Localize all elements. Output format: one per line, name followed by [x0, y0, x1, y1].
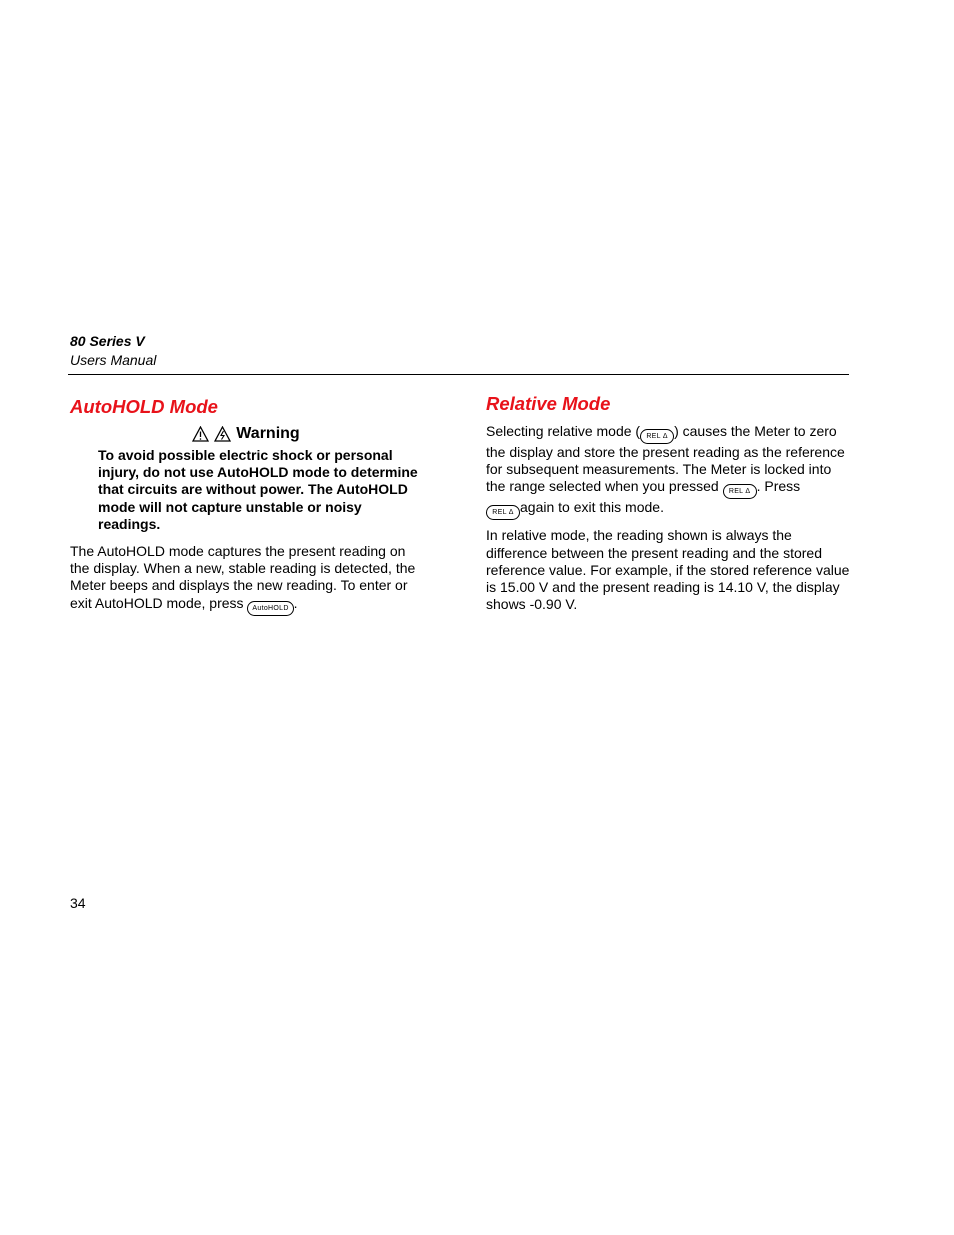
page-number: 34 [70, 895, 86, 911]
relative-p1-part4: again to exit this mode. [520, 499, 664, 516]
relative-paragraph-2: In relative mode, the reading shown is always the difference between the present reading and the stored reference value. For example, if the stored reference value is 15.00 V and the present reading is 14.10 V, the display shows -0.90 V. [486, 527, 850, 613]
rel-key-icon: REL Δ [640, 429, 674, 444]
rel-key-icon: REL Δ [486, 505, 520, 520]
header-rule [68, 374, 849, 375]
relative-title: Relative Mode [486, 393, 611, 414]
manual-series: 80 Series V [70, 333, 145, 349]
relative-section [486, 393, 850, 620]
relative-p1-part3: . Press [756, 478, 801, 495]
autohold-paragraph-end: . [293, 594, 298, 611]
autohold-key-icon: AutoHOLD [247, 601, 293, 616]
autohold-paragraph [70, 543, 422, 616]
relative-p1-part1: Selecting relative mode ( [486, 423, 641, 439]
running-header [70, 332, 156, 370]
warning-label: Warning [236, 425, 300, 442]
rel-key-icon: REL Δ [723, 484, 757, 499]
autohold-paragraph-text: The AutoHOLD mode captures the present reading on the display. When a new, stable reading is detected, the Meter beeps and displays the new reading. To enter or exit AutoHOLD mode, press [70, 543, 416, 611]
manual-type: Users Manual [70, 352, 157, 368]
warning-text: To avoid possible electric shock or personal injury, do not use AutoHOLD mode to determine that circuits are without power. The AutoHOLD mode will not capture unstable or noisy readings. [98, 447, 418, 532]
autohold-title: AutoHOLD Mode [70, 396, 218, 417]
relative-paragraph-1 [486, 423, 850, 520]
caution-icon [192, 426, 209, 442]
warning-heading [70, 424, 422, 444]
autohold-section [70, 396, 422, 623]
shock-hazard-icon [214, 426, 231, 442]
relative-p1-part2: ) causes the Meter to zero the display and store the present reading as the reference for subsequent measurements. The Meter is locked into the range selected when you pressed [486, 423, 845, 495]
